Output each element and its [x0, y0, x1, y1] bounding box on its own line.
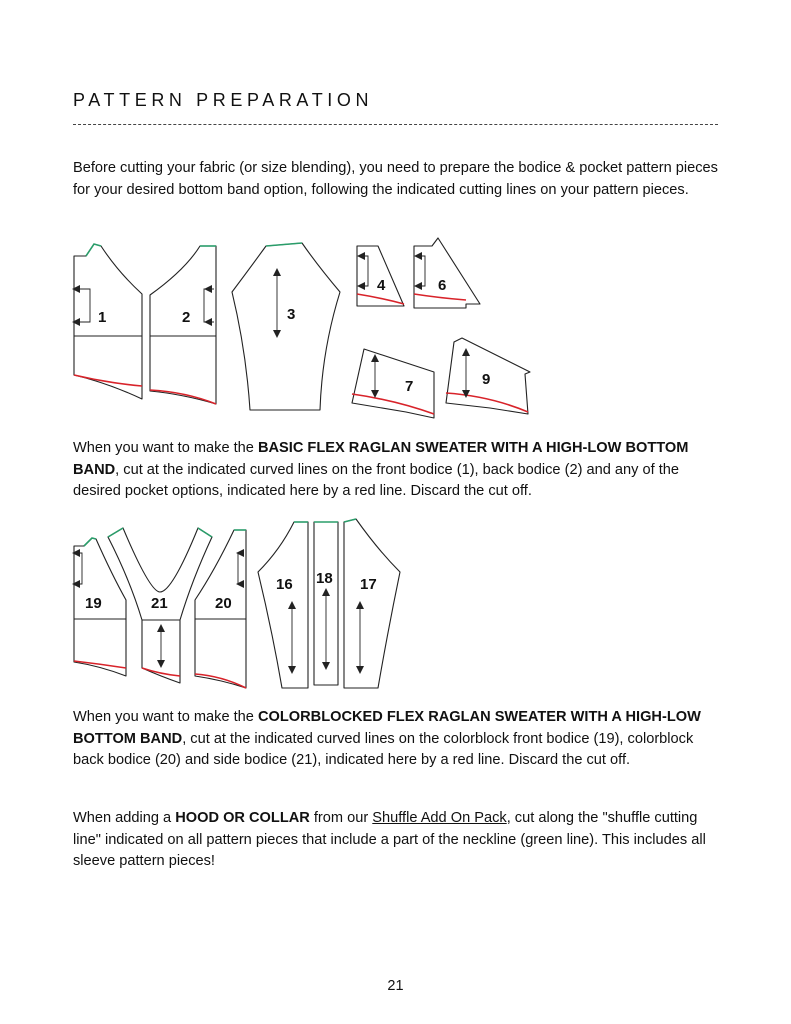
colorblock-back-bodice-piece	[195, 530, 246, 688]
back-bodice-label: 2	[182, 309, 191, 326]
basic-instructions-paragraph: When you want to make the BASIC FLEX RAGLAN SWEATER WITH A HIGH-LOW BOTTOM BAND, cut at the indicated curved lines on the front bodice (1), back bodice (2) and any of the desired pocket options, indicated here by a red line. Discard the cut off.	[73, 440, 689, 499]
pocket-4-piece	[357, 246, 404, 306]
colorblock-back-bodice-label: 20	[215, 595, 232, 612]
sleeve-17-label: 17	[360, 576, 377, 593]
sleeve-18-label: 18	[316, 570, 333, 587]
pocket-4-label: 4	[377, 277, 386, 294]
pocket-7-label: 7	[405, 378, 414, 395]
basic-sweater-name: BASIC FLEX RAGLAN SWEATER WITH A HIGH-LOW BOTTOM BAND	[73, 440, 689, 478]
sleeve-16-piece	[258, 522, 308, 688]
sleeve-label: 3	[287, 306, 296, 323]
hood-collar-paragraph: When adding a HOOD OR COLLAR from our Shuffle Add On Pack, cut along the "shuffle cutting line" indicated on all pattern pieces that include a part of the neckline (green line). This includes all sleeve pattern pieces!	[73, 810, 706, 869]
sleeve-piece	[232, 243, 340, 410]
shuffle-add-on-pack-link[interactable]: Shuffle Add On Pack	[372, 810, 507, 826]
section-heading: PATTERN PREPARATION	[73, 90, 374, 110]
sleeve-17-piece	[344, 519, 400, 688]
pocket-9-piece	[446, 338, 530, 414]
dashed-divider	[73, 124, 718, 125]
front-bodice-piece	[74, 244, 142, 399]
colorblock-sweater-name: COLORBLOCKED FLEX RAGLAN SWEATER WITH A HIGH-LOW BOTTOM BAND	[73, 709, 701, 747]
pocket-9-label: 9	[482, 371, 491, 388]
pocket-6-label: 6	[438, 277, 447, 294]
sleeve-18-piece	[314, 522, 338, 685]
back-bodice-piece	[150, 246, 216, 404]
hood-collar-term: HOOD OR COLLAR	[175, 810, 310, 826]
pattern-figure-colorblock	[0, 512, 791, 697]
sleeve-16-label: 16	[276, 576, 293, 593]
pattern-figure-basic	[0, 230, 791, 425]
front-bodice-label: 1	[98, 309, 107, 326]
side-bodice-label: 21	[151, 595, 168, 612]
page-number: 21	[387, 978, 404, 994]
colorblock-front-bodice-label: 19	[85, 595, 102, 612]
pocket-7-piece	[352, 349, 434, 418]
pocket-6-piece	[414, 238, 480, 308]
intro-paragraph: Before cutting your fabric (or size blending), you need to prepare the bodice & pocket pattern pieces for your desired bottom band option, following the indicated cutting lines on your pattern pieces.	[73, 160, 718, 198]
colorblock-instructions-paragraph: When you want to make the COLORBLOCKED FLEX RAGLAN SWEATER WITH A HIGH-LOW BOTTOM BAND, cut at the indicated curved lines on the colorblock front bodice (19), colorblock back bodice (20) and side bodice (21), indicated here by a red line. Discard the cut off.	[73, 709, 701, 768]
side-bodice-piece	[108, 528, 212, 683]
